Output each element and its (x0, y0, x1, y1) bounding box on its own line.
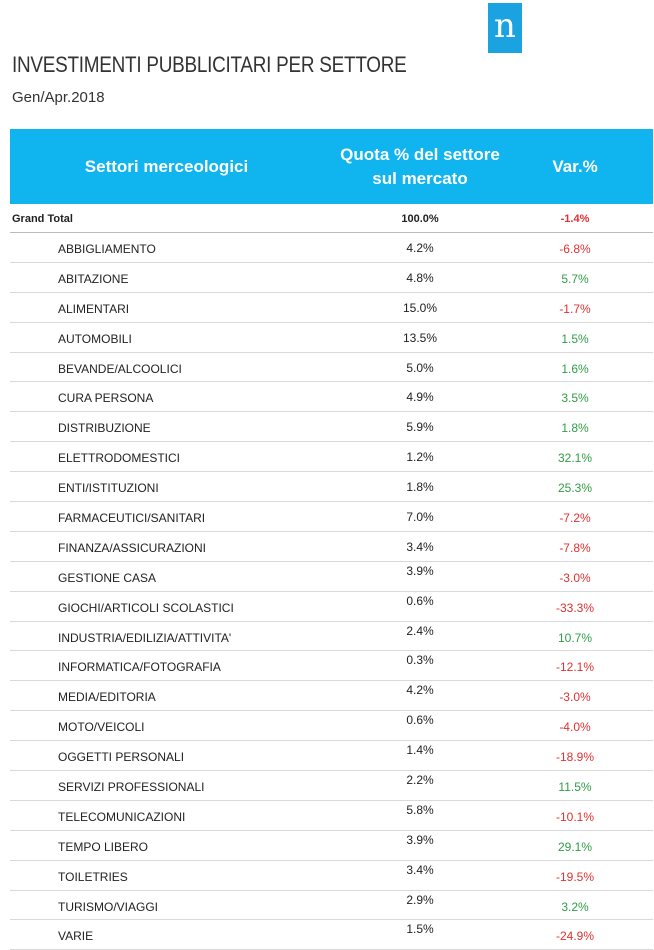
share-cell: 3.4% (406, 539, 434, 554)
table-row (10, 472, 653, 502)
var-cell: 3.2% (561, 899, 589, 914)
table-row (10, 831, 653, 861)
var-cell: -4.0% (559, 720, 591, 735)
table-row (10, 442, 653, 472)
sector-cell: INDUSTRIA/EDILIZIA/ATTIVITA' (58, 630, 232, 645)
table-row (10, 920, 653, 950)
share-cell: 0.3% (406, 653, 434, 668)
share-cell: 4.2% (406, 241, 434, 255)
share-cell: 5.8% (406, 802, 434, 817)
table-row (10, 711, 653, 741)
table-row (10, 532, 653, 562)
var-cell: 10.7% (557, 630, 593, 645)
sector-cell: TELECOMUNICAZIONI (58, 809, 186, 824)
sector-cell: ELETTRODOMESTICI (58, 451, 181, 466)
sector-cell: INFORMATICA/FOTOGRAFIA (58, 660, 221, 675)
share-cell: 4.8% (406, 270, 434, 285)
sector-cell: GIOCHI/ARTICOLI SCOLASTICI (58, 600, 234, 615)
var-cell: -19.5% (555, 869, 595, 884)
column-header-var: Var.% (552, 156, 598, 176)
share-cell: 1.5% (406, 922, 434, 937)
sector-cell: VARIE (58, 929, 94, 944)
share-cell: 1.4% (406, 743, 434, 758)
var-cell: 25.3% (557, 481, 593, 496)
sector-cell: MOTO/VEICOLI (58, 720, 145, 735)
table-row (10, 382, 653, 412)
sector-cell: GESTIONE CASA (58, 570, 157, 585)
var-cell: -7.8% (559, 540, 591, 555)
table-row (10, 891, 653, 921)
page-subtitle: Gen/Apr.2018 (12, 89, 105, 106)
table-row (10, 263, 653, 293)
grand-total-row (10, 204, 653, 233)
share-cell: 0.6% (406, 713, 434, 728)
var-cell: 3.5% (561, 391, 589, 406)
sector-cell: CURA PERSONA (58, 391, 154, 406)
share-cell: 1.2% (406, 450, 434, 465)
sector-cell: FINANZA/ASSICURAZIONI (58, 540, 207, 555)
grand-total-var: -1.4% (560, 213, 590, 225)
sector-cell: FARMACEUTICI/SANITARI (58, 511, 206, 526)
table-row (10, 771, 653, 801)
var-cell: -10.1% (555, 809, 595, 824)
nielsen-logo: n (488, 3, 522, 53)
table-row (10, 293, 653, 323)
var-cell: 32.1% (557, 451, 593, 466)
share-cell: 2.4% (406, 623, 434, 638)
sector-cell: ABITAZIONE (58, 271, 129, 286)
table-row (10, 502, 653, 532)
var-cell: 1.5% (561, 331, 589, 346)
share-cell: 5.0% (406, 360, 434, 375)
sector-table (10, 129, 653, 950)
sector-cell: DISTRIBUZIONE (58, 421, 151, 436)
table-row (10, 412, 653, 442)
share-cell: 2.9% (406, 892, 434, 907)
sector-cell: ABBIGLIAMENTO (58, 242, 156, 256)
var-cell: -3.0% (559, 570, 591, 585)
grand-total-label: Grand Total (12, 213, 73, 225)
table-row (10, 861, 653, 891)
table-row (10, 801, 653, 831)
table-row (10, 562, 653, 592)
table-row (10, 651, 653, 681)
share-cell: 1.8% (406, 480, 434, 495)
table-row (10, 592, 653, 622)
sector-cell: MEDIA/EDITORIA (58, 690, 156, 705)
var-cell: -6.8% (559, 242, 591, 256)
var-cell: -33.3% (555, 600, 595, 615)
sector-cell: ENTI/ISTITUZIONI (58, 481, 159, 496)
table-row (10, 622, 653, 652)
column-header-share: Quota % del settore sul mercato (340, 144, 500, 188)
table-row (10, 233, 653, 263)
var-cell: -3.0% (559, 690, 591, 705)
sector-cell: AUTOMOBILI (58, 331, 132, 346)
share-cell: 3.4% (406, 862, 434, 877)
page-title: INVESTIMENTI PUBBLICITARI PER SETTORE (12, 52, 407, 77)
sector-cell: ALIMENTARI (58, 301, 130, 316)
sector-cell: TEMPO LIBERO (58, 839, 149, 854)
sector-cell: TOILETRIES (58, 869, 128, 884)
var-cell: 5.7% (561, 271, 589, 286)
share-cell: 3.9% (406, 832, 434, 847)
var-cell: 1.6% (561, 361, 589, 376)
table-header (10, 129, 653, 204)
share-cell: 7.0% (406, 510, 434, 525)
share-cell: 5.9% (406, 420, 434, 435)
share-cell: 15.0% (402, 300, 438, 315)
share-cell: 2.2% (406, 773, 434, 788)
var-cell: -18.9% (555, 750, 595, 765)
table-body (10, 233, 653, 950)
share-cell: 4.2% (406, 683, 434, 698)
var-cell: 29.1% (557, 839, 593, 854)
grand-total-share: 100.0% (401, 213, 439, 225)
share-cell: 3.9% (406, 563, 434, 578)
var-cell: -1.7% (559, 301, 591, 316)
share-cell: 0.6% (406, 593, 434, 608)
sector-cell: OGGETTI PERSONALI (58, 750, 185, 765)
var-cell: 1.8% (561, 421, 589, 436)
table-row (10, 741, 653, 771)
table-row (10, 681, 653, 711)
var-cell: 11.5% (558, 780, 592, 795)
var-cell: -24.9% (555, 929, 595, 944)
share-cell: 13.5% (402, 330, 438, 345)
table-row (10, 323, 653, 353)
sector-cell: BEVANDE/ALCOOLICI (58, 361, 182, 376)
var-cell: -12.1% (555, 660, 595, 675)
sector-cell: TURISMO/VIAGGI (58, 899, 159, 914)
share-cell: 4.9% (406, 390, 434, 405)
var-cell: -7.2% (559, 511, 591, 526)
column-header-sector: Settori merceologici (84, 156, 249, 176)
sector-cell: SERVIZI PROFESSIONALI (58, 780, 205, 795)
table-row (10, 353, 653, 383)
